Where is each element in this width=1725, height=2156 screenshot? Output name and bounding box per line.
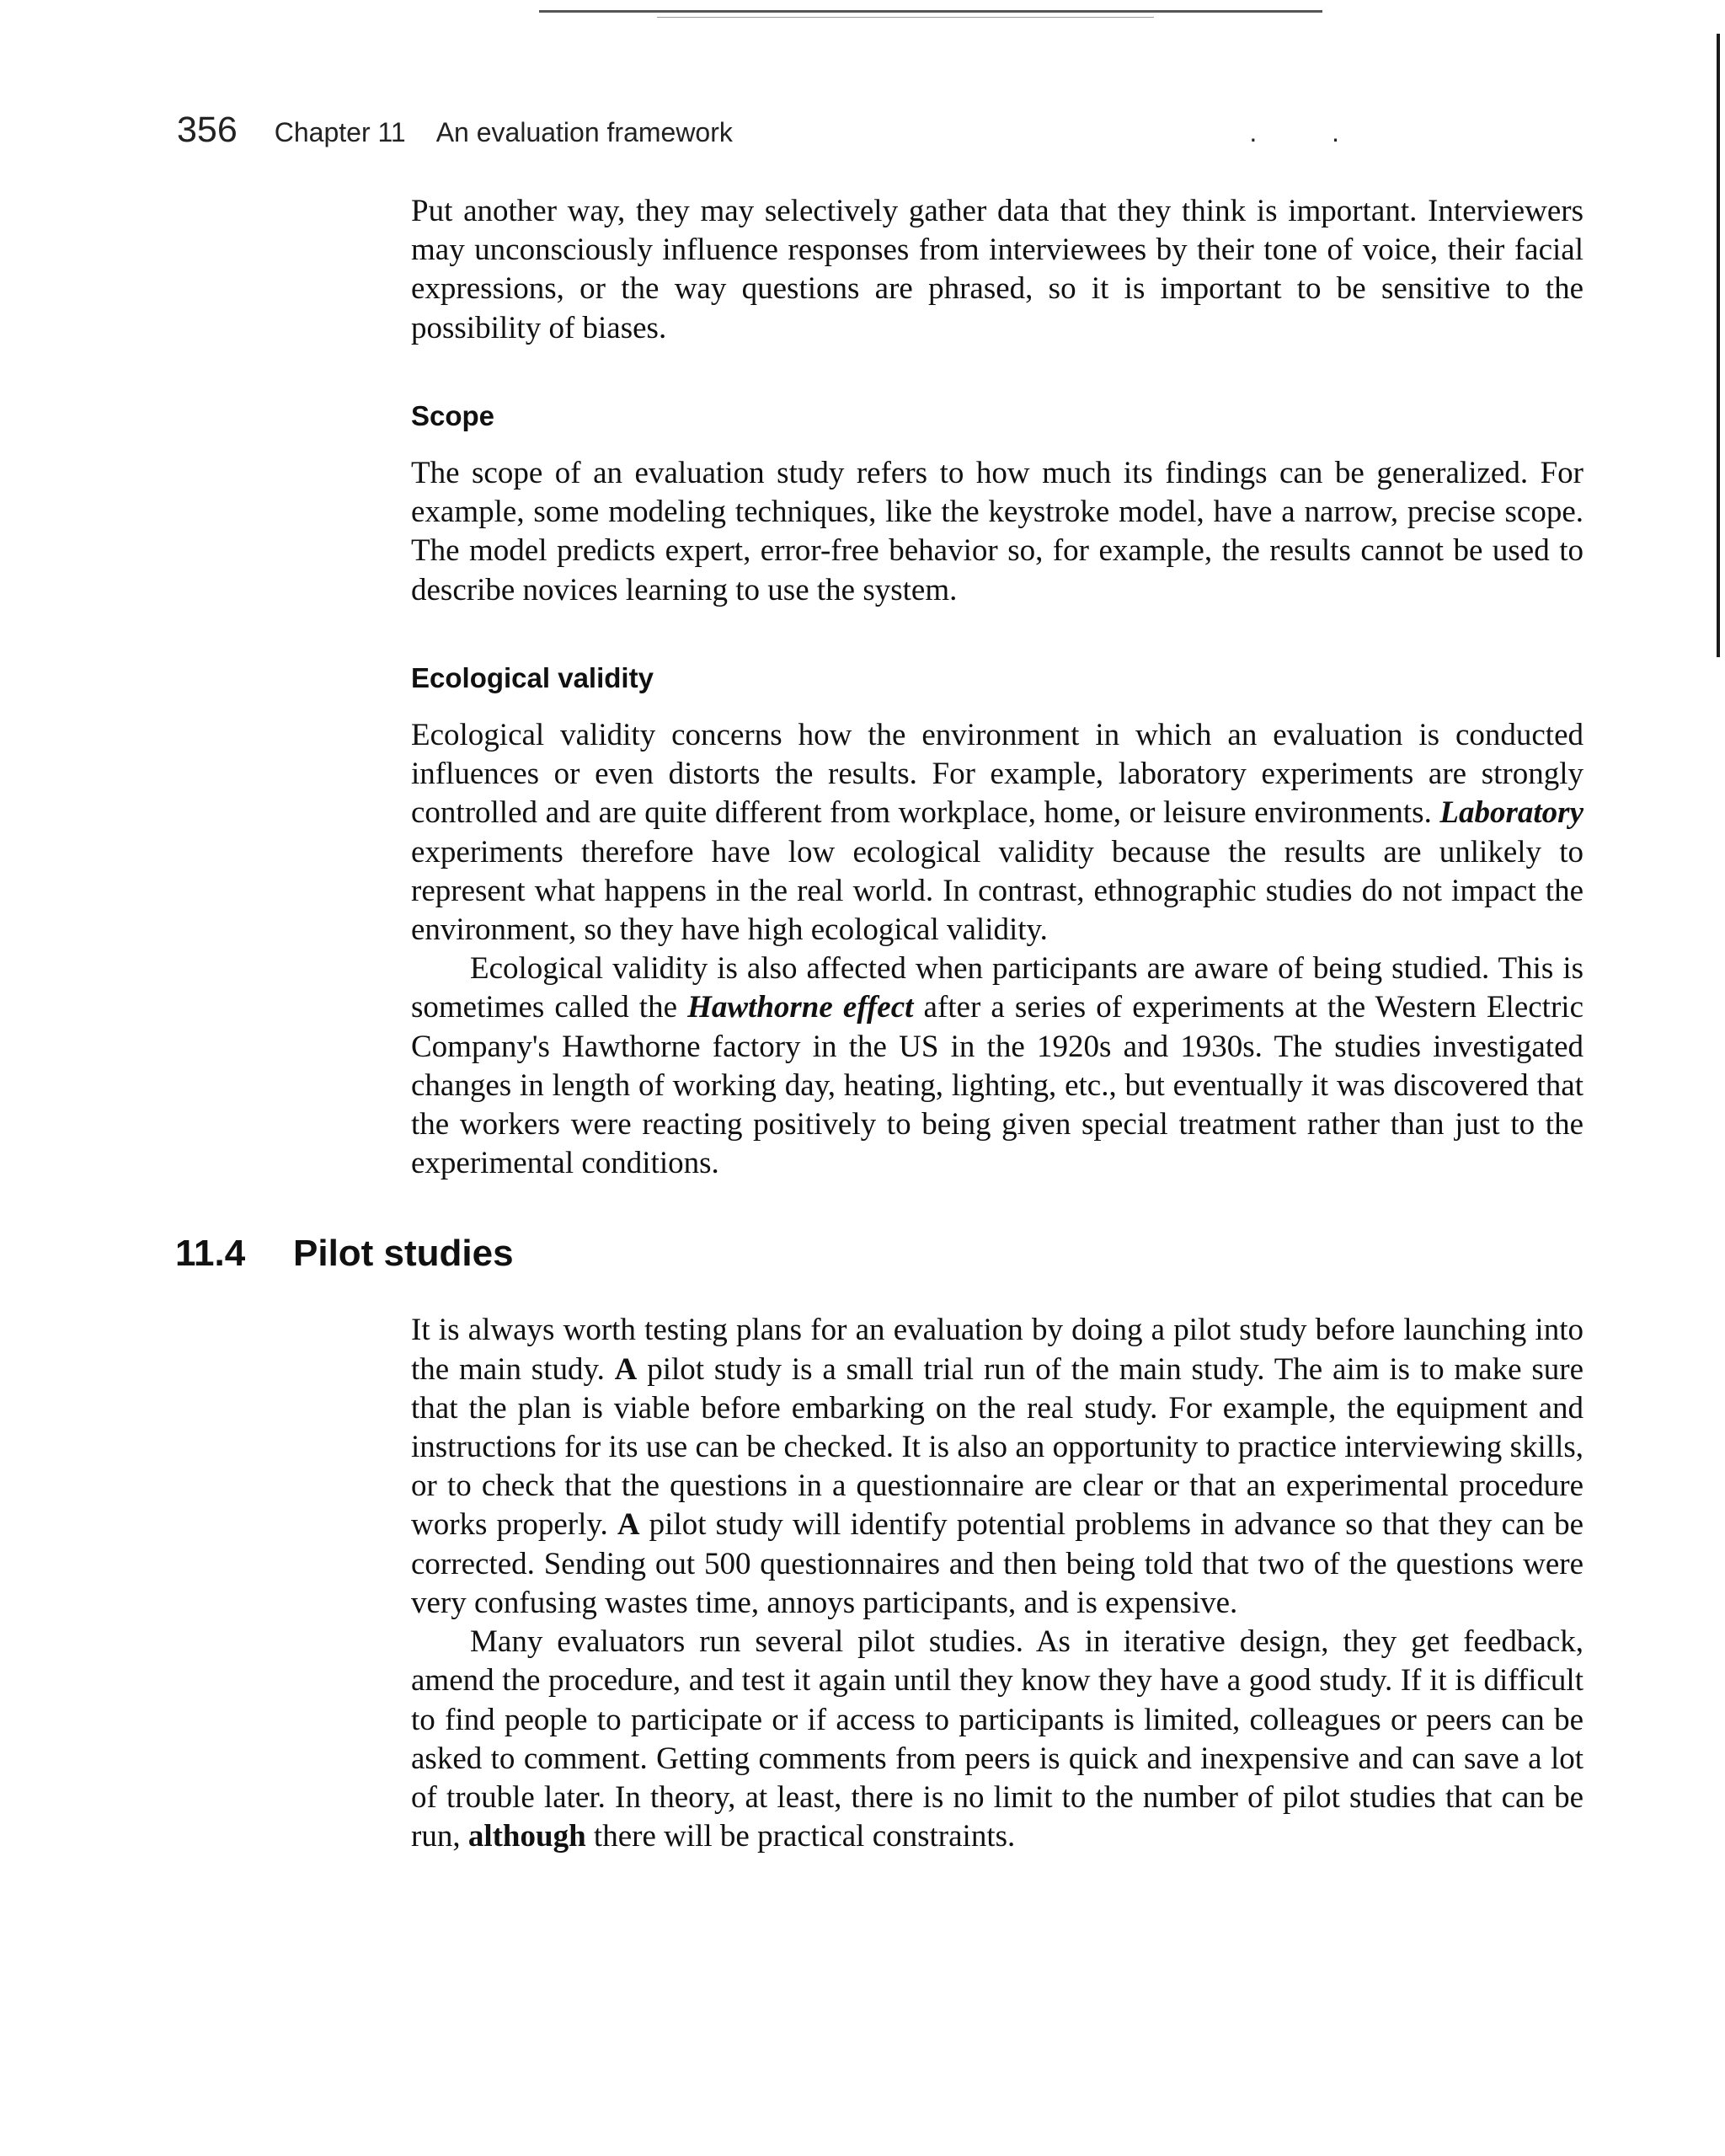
ecological-paragraph-1: Ecological validity concerns how the environment in which an evaluation is conducted influences or even distorts the results. For example, laboratory experiments are strongly controlled and are quite different from workplace, home, or leisure environments. Laboratory experiments therefore have low ecological validity because the results are unlikely to represent what happens in the real world. In contrast, ethnographic studies do not impact the environment, so they have high ecological validity. [411,718,1583,948]
pilot-paragraph-1: It is always worth testing plans for an evaluation by doing a pilot study before launching into the main study. A pilot study is a small trial run of the main study. The aim is to make sure that the plan is viable before embarking on the real study. For example, the equipment and instructions for its use can be checked. It is also an opportunity to practice interviewing skills, or to check that the questions in a questionnaire are clear or that an experimental procedure works properly. A pilot study will identify potential problems in advance so that they can be corrected. Sending out 500 questionnaires and then being told that two of the questions were very confusing wastes time, annoys participants, and is expensive. [411,1313,1583,1620]
chapter-label: Chapter 11 [274,117,406,147]
scan-top-rule-secondary [657,17,1154,18]
emphasis-hawthorne-effect: Hawthorne effect [687,990,914,1025]
section-title: Pilot studies [293,1233,514,1275]
intro-paragraph: Put another way, they may selectively gather data that they think is important. Interviewers may unconsciously influence responses from interviewees by their tone of voice, their facial expressions, or the way questions are phrased, so it is important to be sensitive to the possibility of biases. [411,194,1583,345]
body-column [175,192,1583,1856]
ecological-validity-heading: Ecological validity [411,661,654,693]
scope-heading: Scope [411,399,495,431]
scan-edge-bar [1717,34,1720,657]
header-marks: . . [1249,117,1373,147]
page-number: 356 [177,110,238,150]
section-heading [175,1230,1583,1277]
emphasis-laboratory: Laboratory [1439,795,1583,831]
scope-paragraph: The scope of an evaluation study refers to how much its findings can be generalized. For example, some modeling techniques, like the keystroke model, have a narrow, precise scope. The model predicts expert, error-free behavior so, for example, the results cannot be used to describe novices learning to use the system. [411,456,1583,607]
section-number: 11.4 [175,1233,246,1275]
scan-top-rule [539,10,1322,13]
running-head [177,110,1373,151]
chapter-title: An evaluation framework [435,117,733,147]
pilot-paragraph-2: Many evaluators run several pilot studies. As in iterative design, they get feedback, amend the procedure, and test it again until they know they have a good study. If it is difficult to find people to participate or if access to participants is limited, colleagues or peers can be asked to comment. Getting comments from peers is quick and inexpensive and can save a lot of trouble later. In theory, at least, there is no limit to the number of pilot studies that can be run, although there will be practical constraints. [411,1624,1583,1854]
ecological-paragraph-2: Ecological validity is also affected when participants are aware of being studied. This is sometimes called the Hawthorne effect after a series of experiments at the Western Electric Company's Hawthorne factory in the US in the 1920s and 1930s. The studies investigated changes in length of working day, heating, lighting, etc., but eventually it was discovered that the workers were reacting positively to being given special treatment rather than just to the experimental conditions. [411,951,1583,1181]
